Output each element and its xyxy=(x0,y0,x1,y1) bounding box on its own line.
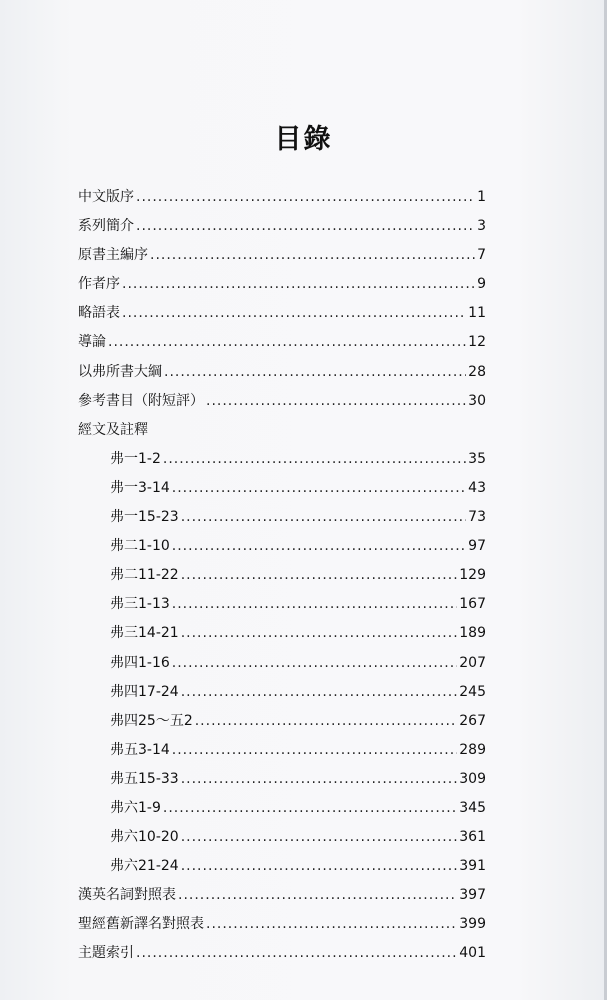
toc-entry-page-number: 3 xyxy=(477,218,486,235)
toc-entry-page-number: 401 xyxy=(459,945,486,962)
toc-entry xyxy=(78,532,486,561)
toc-entry-label: 聖經舊新譯名對照表 xyxy=(78,916,204,933)
toc-entry xyxy=(78,707,486,736)
toc-dot-leader xyxy=(172,736,457,765)
toc-entry-page-number: 43 xyxy=(468,479,486,496)
toc-entry-page-number: 345 xyxy=(459,799,486,816)
toc-dot-leader xyxy=(122,299,466,328)
toc-entry xyxy=(78,852,486,881)
toc-dot-leader xyxy=(136,183,475,212)
toc-entry-page-number: 167 xyxy=(459,596,486,613)
toc-entry-page-number: 289 xyxy=(459,741,486,758)
toc-entry-label: 弗一15-23 xyxy=(110,509,179,526)
toc-entry xyxy=(78,649,486,678)
toc-entry-label: 弗四25～五2 xyxy=(110,712,193,729)
toc-dot-leader xyxy=(206,910,457,939)
toc-dot-leader xyxy=(172,532,466,561)
toc-entry-label: 弗二11-22 xyxy=(110,567,179,584)
toc-entry xyxy=(78,387,486,416)
toc-dot-leader xyxy=(195,707,458,736)
table-of-contents xyxy=(78,183,486,969)
toc-entry xyxy=(78,270,486,299)
toc-entry xyxy=(78,794,486,823)
toc-entry-page-number: 7 xyxy=(477,247,486,264)
toc-entry xyxy=(78,299,486,328)
toc-entry-label: 參考書目（附短評） xyxy=(78,392,204,409)
toc-entry-label: 系列簡介 xyxy=(78,218,134,235)
toc-entry xyxy=(78,328,486,357)
toc-entry-label: 弗一1-2 xyxy=(110,450,161,467)
toc-entry-page-number: 28 xyxy=(468,363,486,380)
toc-entry-page-number: 30 xyxy=(468,392,486,409)
toc-dot-leader xyxy=(150,241,475,270)
toc-dot-leader xyxy=(172,649,457,678)
toc-dot-leader xyxy=(181,678,458,707)
toc-dot-leader xyxy=(181,503,466,532)
toc-entry-label: 漢英名詞對照表 xyxy=(78,887,176,904)
toc-dot-leader xyxy=(163,445,466,474)
toc-entry-label: 導論 xyxy=(78,334,106,351)
toc-entry-page-number: 9 xyxy=(477,276,486,293)
toc-dot-leader xyxy=(172,590,457,619)
page-title: 目錄 xyxy=(274,124,333,155)
toc-entry xyxy=(78,881,486,910)
toc-entry xyxy=(78,765,486,794)
toc-entry xyxy=(78,736,486,765)
toc-entry-label: 弗四1-16 xyxy=(110,654,170,671)
toc-entry-page-number: 97 xyxy=(468,538,486,555)
toc-entry xyxy=(78,416,486,445)
toc-entry xyxy=(78,241,486,270)
toc-entry-label: 弗三1-13 xyxy=(110,596,170,613)
toc-entry-page-number: 189 xyxy=(459,625,486,642)
toc-entry-page-number: 391 xyxy=(459,858,486,875)
toc-entry-label: 原書主編序 xyxy=(78,247,148,264)
toc-dot-leader xyxy=(136,939,457,968)
toc-entry xyxy=(78,212,486,241)
toc-entry-page-number: 397 xyxy=(459,887,486,904)
toc-entry xyxy=(78,939,486,968)
toc-entry-label: 弗四17-24 xyxy=(110,683,179,700)
toc-entry xyxy=(78,678,486,707)
toc-dot-leader xyxy=(181,765,458,794)
toc-entry xyxy=(78,910,486,939)
toc-entry xyxy=(78,823,486,852)
toc-entry-page-number: 245 xyxy=(459,683,486,700)
toc-dot-leader xyxy=(206,387,466,416)
toc-entry-label: 弗六1-9 xyxy=(110,799,161,816)
toc-dot-leader xyxy=(181,823,458,852)
toc-entry-label: 主題索引 xyxy=(78,945,134,962)
toc-entry-page-number: 73 xyxy=(468,509,486,526)
toc-dot-leader xyxy=(172,474,466,503)
toc-entry xyxy=(78,183,486,212)
toc-entry-page-number: 267 xyxy=(459,712,486,729)
toc-entry xyxy=(78,590,486,619)
toc-dot-leader xyxy=(108,328,466,357)
toc-dot-leader xyxy=(181,619,458,648)
toc-entry-page-number: 207 xyxy=(459,654,486,671)
toc-entry-page-number: 35 xyxy=(468,450,486,467)
toc-entry-page-number: 1 xyxy=(477,189,486,205)
toc-dot-leader xyxy=(181,561,458,590)
toc-entry-label: 弗五3-14 xyxy=(110,741,170,758)
toc-entry-label: 弗二1-10 xyxy=(110,538,170,555)
toc-dot-leader xyxy=(136,212,475,241)
toc-entry xyxy=(78,445,486,474)
toc-entry-page-number: 11 xyxy=(468,305,486,322)
toc-entry-page-number: 399 xyxy=(459,916,486,933)
toc-dot-leader xyxy=(163,794,457,823)
toc-entry xyxy=(78,561,486,590)
toc-entry-label: 弗六21-24 xyxy=(110,858,179,875)
toc-dot-leader xyxy=(164,358,466,387)
toc-entry-label: 以弗所書大綱 xyxy=(78,363,162,380)
toc-entry-label: 作者序 xyxy=(78,276,120,293)
toc-entry xyxy=(78,619,486,648)
toc-entry xyxy=(78,358,486,387)
toc-entry-label: 略語表 xyxy=(78,305,120,322)
toc-entry-label: 弗六10-20 xyxy=(110,829,179,846)
toc-entry-page-number: 361 xyxy=(459,829,486,846)
toc-entry-label: 中文版序 xyxy=(78,189,134,205)
toc-entry-page-number: 129 xyxy=(459,567,486,584)
toc-entry-label: 弗三14-21 xyxy=(110,625,179,642)
toc-entry-label: 弗一3-14 xyxy=(110,479,170,496)
toc-entry xyxy=(78,503,486,532)
toc-entry xyxy=(78,474,486,503)
toc-entry-label: 弗五15-33 xyxy=(110,770,179,787)
toc-dot-leader xyxy=(178,881,457,910)
toc-entry-page-number: 12 xyxy=(468,334,486,351)
toc-entry-label: 經文及註釋 xyxy=(78,421,148,438)
toc-dot-leader xyxy=(181,852,458,881)
toc-dot-leader xyxy=(122,270,475,299)
toc-entry-page-number: 309 xyxy=(459,770,486,787)
